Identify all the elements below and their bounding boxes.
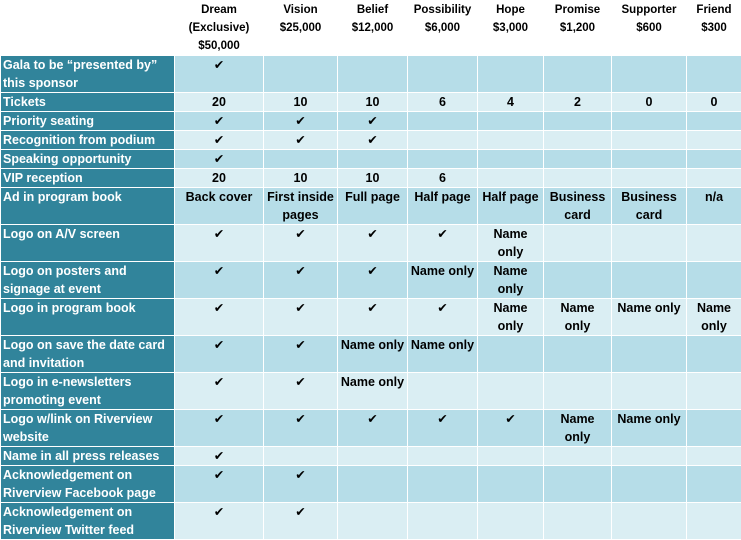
check-icon: ✔	[175, 131, 264, 150]
table-row	[1, 503, 741, 540]
tier-name: Hope	[480, 1, 541, 19]
benefit-cell	[612, 262, 687, 299]
benefit-cell	[478, 150, 544, 169]
benefit-cell: Name only	[408, 336, 478, 373]
benefit-cell	[612, 112, 687, 131]
benefit-label: Speaking opportunity	[1, 150, 175, 169]
benefit-cell	[544, 131, 612, 150]
benefit-label: Logo on A/V screen	[1, 225, 175, 262]
check-icon: ✔	[175, 56, 264, 93]
benefit-cell	[612, 150, 687, 169]
benefit-cell	[408, 503, 478, 540]
benefit-cell: First inside pages	[264, 188, 338, 225]
check-icon: ✔	[264, 410, 338, 447]
check-icon: ✔	[264, 373, 338, 410]
benefit-cell: 20	[175, 169, 264, 188]
tier-amount: $25,000	[266, 19, 335, 37]
benefit-cell	[544, 447, 612, 466]
benefit-cell	[338, 466, 408, 503]
benefit-cell	[544, 112, 612, 131]
benefit-cell: 0	[612, 93, 687, 112]
benefit-cell	[612, 447, 687, 466]
benefit-cell	[687, 112, 741, 131]
tier-amount: $3,000	[480, 19, 541, 37]
table-row	[1, 169, 741, 188]
benefit-cell	[408, 373, 478, 410]
benefit-cell	[338, 503, 408, 540]
benefit-cell: Name only	[478, 299, 544, 336]
benefit-cell	[478, 112, 544, 131]
tier-header-cell	[338, 1, 408, 56]
check-icon: ✔	[175, 262, 264, 299]
benefit-cell	[687, 447, 741, 466]
tier-amount: $6,000	[410, 19, 475, 37]
benefit-cell	[544, 466, 612, 503]
benefit-label: VIP reception	[1, 169, 175, 188]
benefit-cell: Name only	[612, 410, 687, 447]
benefit-label: Name in all press releases	[1, 447, 175, 466]
table-row	[1, 93, 741, 112]
benefit-cell	[612, 503, 687, 540]
benefit-cell	[687, 373, 741, 410]
tier-header-cell	[264, 1, 338, 56]
check-icon: ✔	[338, 112, 408, 131]
benefit-cell	[408, 112, 478, 131]
benefit-cell: 10	[264, 169, 338, 188]
table-row	[1, 150, 741, 169]
table-row	[1, 299, 741, 336]
check-icon: ✔	[264, 225, 338, 262]
table-row	[1, 188, 741, 225]
header-corner	[1, 1, 175, 56]
check-icon: ✔	[478, 410, 544, 447]
benefit-cell	[544, 373, 612, 410]
benefit-cell	[478, 373, 544, 410]
benefit-cell	[612, 56, 687, 93]
benefit-cell	[478, 169, 544, 188]
benefit-cell	[687, 56, 741, 93]
check-icon: ✔	[264, 299, 338, 336]
check-icon: ✔	[175, 112, 264, 131]
benefit-cell	[687, 410, 741, 447]
benefit-cell	[687, 466, 741, 503]
tier-amount: $50,000	[177, 37, 261, 55]
benefit-label: Recognition from podium	[1, 131, 175, 150]
tier-header-cell	[478, 1, 544, 56]
check-icon: ✔	[175, 299, 264, 336]
benefit-cell	[687, 150, 741, 169]
table-row	[1, 410, 741, 447]
benefit-cell	[612, 336, 687, 373]
benefit-cell	[544, 225, 612, 262]
benefit-cell	[612, 373, 687, 410]
benefit-cell: 4	[478, 93, 544, 112]
benefit-cell	[612, 131, 687, 150]
benefit-cell	[338, 447, 408, 466]
benefit-cell	[687, 131, 741, 150]
tier-name: Friend	[689, 1, 739, 19]
check-icon: ✔	[338, 410, 408, 447]
benefit-cell: Half page	[478, 188, 544, 225]
tier-name: Vision	[266, 1, 335, 19]
benefit-cell: Business card	[612, 188, 687, 225]
benefit-label: Ad in program book	[1, 188, 175, 225]
benefit-cell: 10	[264, 93, 338, 112]
tier-name: Dream	[177, 1, 261, 19]
tier-amount: $300	[689, 19, 739, 37]
table-row	[1, 466, 741, 503]
benefit-cell: 10	[338, 169, 408, 188]
tier-name: Possibility	[410, 1, 475, 19]
table-row	[1, 112, 741, 131]
benefit-cell: Name only	[478, 225, 544, 262]
benefit-cell	[544, 336, 612, 373]
benefit-cell: Name only	[687, 299, 741, 336]
benefit-cell: 20	[175, 93, 264, 112]
benefit-cell: Back cover	[175, 188, 264, 225]
benefit-label: Gala to be “presented by” this sponsor	[1, 56, 175, 93]
check-icon: ✔	[408, 225, 478, 262]
benefit-cell	[264, 56, 338, 93]
benefit-cell: Name only	[408, 262, 478, 299]
tier-header-row	[1, 1, 741, 56]
check-icon: ✔	[264, 262, 338, 299]
benefit-cell	[408, 466, 478, 503]
check-icon: ✔	[338, 262, 408, 299]
benefit-cell: Name only	[544, 410, 612, 447]
benefits-body	[1, 56, 741, 540]
benefit-cell: 6	[408, 169, 478, 188]
benefit-cell: Name only	[338, 373, 408, 410]
check-icon: ✔	[264, 503, 338, 540]
tier-name: Promise	[546, 1, 609, 19]
table-row	[1, 131, 741, 150]
benefit-label: Priority seating	[1, 112, 175, 131]
benefit-label: Logo in e-newsletters promoting event	[1, 373, 175, 410]
benefit-cell	[478, 56, 544, 93]
benefit-cell	[687, 503, 741, 540]
benefit-cell: 10	[338, 93, 408, 112]
check-icon: ✔	[264, 336, 338, 373]
table-row	[1, 373, 741, 410]
benefit-cell	[544, 503, 612, 540]
benefit-cell	[687, 225, 741, 262]
tier-header-cell	[687, 1, 741, 56]
benefit-cell: 0	[687, 93, 741, 112]
benefit-label: Logo in program book	[1, 299, 175, 336]
tier-header-cell	[408, 1, 478, 56]
benefit-cell	[544, 56, 612, 93]
table-row	[1, 447, 741, 466]
benefit-cell	[408, 131, 478, 150]
benefit-cell: Full page	[338, 188, 408, 225]
table-row	[1, 262, 741, 299]
benefit-cell	[544, 262, 612, 299]
benefit-cell	[264, 150, 338, 169]
benefit-label: Logo on posters and signage at event	[1, 262, 175, 299]
tier-header-cell	[544, 1, 612, 56]
benefit-cell	[687, 336, 741, 373]
tier-amount: $1,200	[546, 19, 609, 37]
tier-amount: $600	[614, 19, 684, 37]
benefit-cell	[478, 131, 544, 150]
check-icon: ✔	[175, 150, 264, 169]
benefit-cell	[338, 150, 408, 169]
check-icon: ✔	[408, 410, 478, 447]
benefit-label: Logo on save the date card and invitation	[1, 336, 175, 373]
check-icon: ✔	[175, 373, 264, 410]
benefit-cell: Name only	[338, 336, 408, 373]
tier-name: Belief	[340, 1, 405, 19]
tier-note: (Exclusive)	[177, 19, 261, 37]
check-icon: ✔	[175, 503, 264, 540]
table-row	[1, 225, 741, 262]
benefit-cell	[408, 150, 478, 169]
benefit-cell: n/a	[687, 188, 741, 225]
benefit-cell	[612, 169, 687, 188]
benefit-label: Acknowledgement on Riverview Facebook page	[1, 466, 175, 503]
tier-name: Supporter	[614, 1, 684, 19]
check-icon: ✔	[175, 447, 264, 466]
check-icon: ✔	[264, 131, 338, 150]
benefit-cell: Name only	[612, 299, 687, 336]
benefit-label: Acknowledgement on Riverview Twitter feed	[1, 503, 175, 540]
tier-header-cell	[612, 1, 687, 56]
benefit-cell	[612, 466, 687, 503]
benefit-cell: Half page	[408, 188, 478, 225]
benefit-cell	[338, 56, 408, 93]
tier-amount: $12,000	[340, 19, 405, 37]
benefit-cell: Name only	[544, 299, 612, 336]
check-icon: ✔	[338, 225, 408, 262]
benefit-cell	[687, 262, 741, 299]
check-icon: ✔	[175, 225, 264, 262]
benefit-cell	[478, 447, 544, 466]
benefit-cell	[408, 447, 478, 466]
benefit-cell	[264, 447, 338, 466]
benefit-cell: 6	[408, 93, 478, 112]
check-icon: ✔	[175, 336, 264, 373]
benefit-cell	[478, 503, 544, 540]
check-icon: ✔	[175, 410, 264, 447]
benefit-cell	[408, 56, 478, 93]
benefit-cell	[544, 150, 612, 169]
benefit-cell	[687, 169, 741, 188]
benefit-cell: 2	[544, 93, 612, 112]
check-icon: ✔	[264, 466, 338, 503]
benefit-cell	[478, 336, 544, 373]
check-icon: ✔	[264, 112, 338, 131]
benefit-label: Logo w/link on Riverview website	[1, 410, 175, 447]
benefit-cell	[612, 225, 687, 262]
table-row	[1, 336, 741, 373]
table-row	[1, 56, 741, 93]
benefit-cell: Business card	[544, 188, 612, 225]
check-icon: ✔	[338, 131, 408, 150]
benefit-cell	[544, 169, 612, 188]
tier-header	[1, 1, 741, 56]
check-icon: ✔	[175, 466, 264, 503]
benefit-cell	[478, 466, 544, 503]
benefit-label: Tickets	[1, 93, 175, 112]
benefit-cell: Name only	[478, 262, 544, 299]
check-icon: ✔	[338, 299, 408, 336]
check-icon: ✔	[408, 299, 478, 336]
tier-header-cell	[175, 1, 264, 56]
